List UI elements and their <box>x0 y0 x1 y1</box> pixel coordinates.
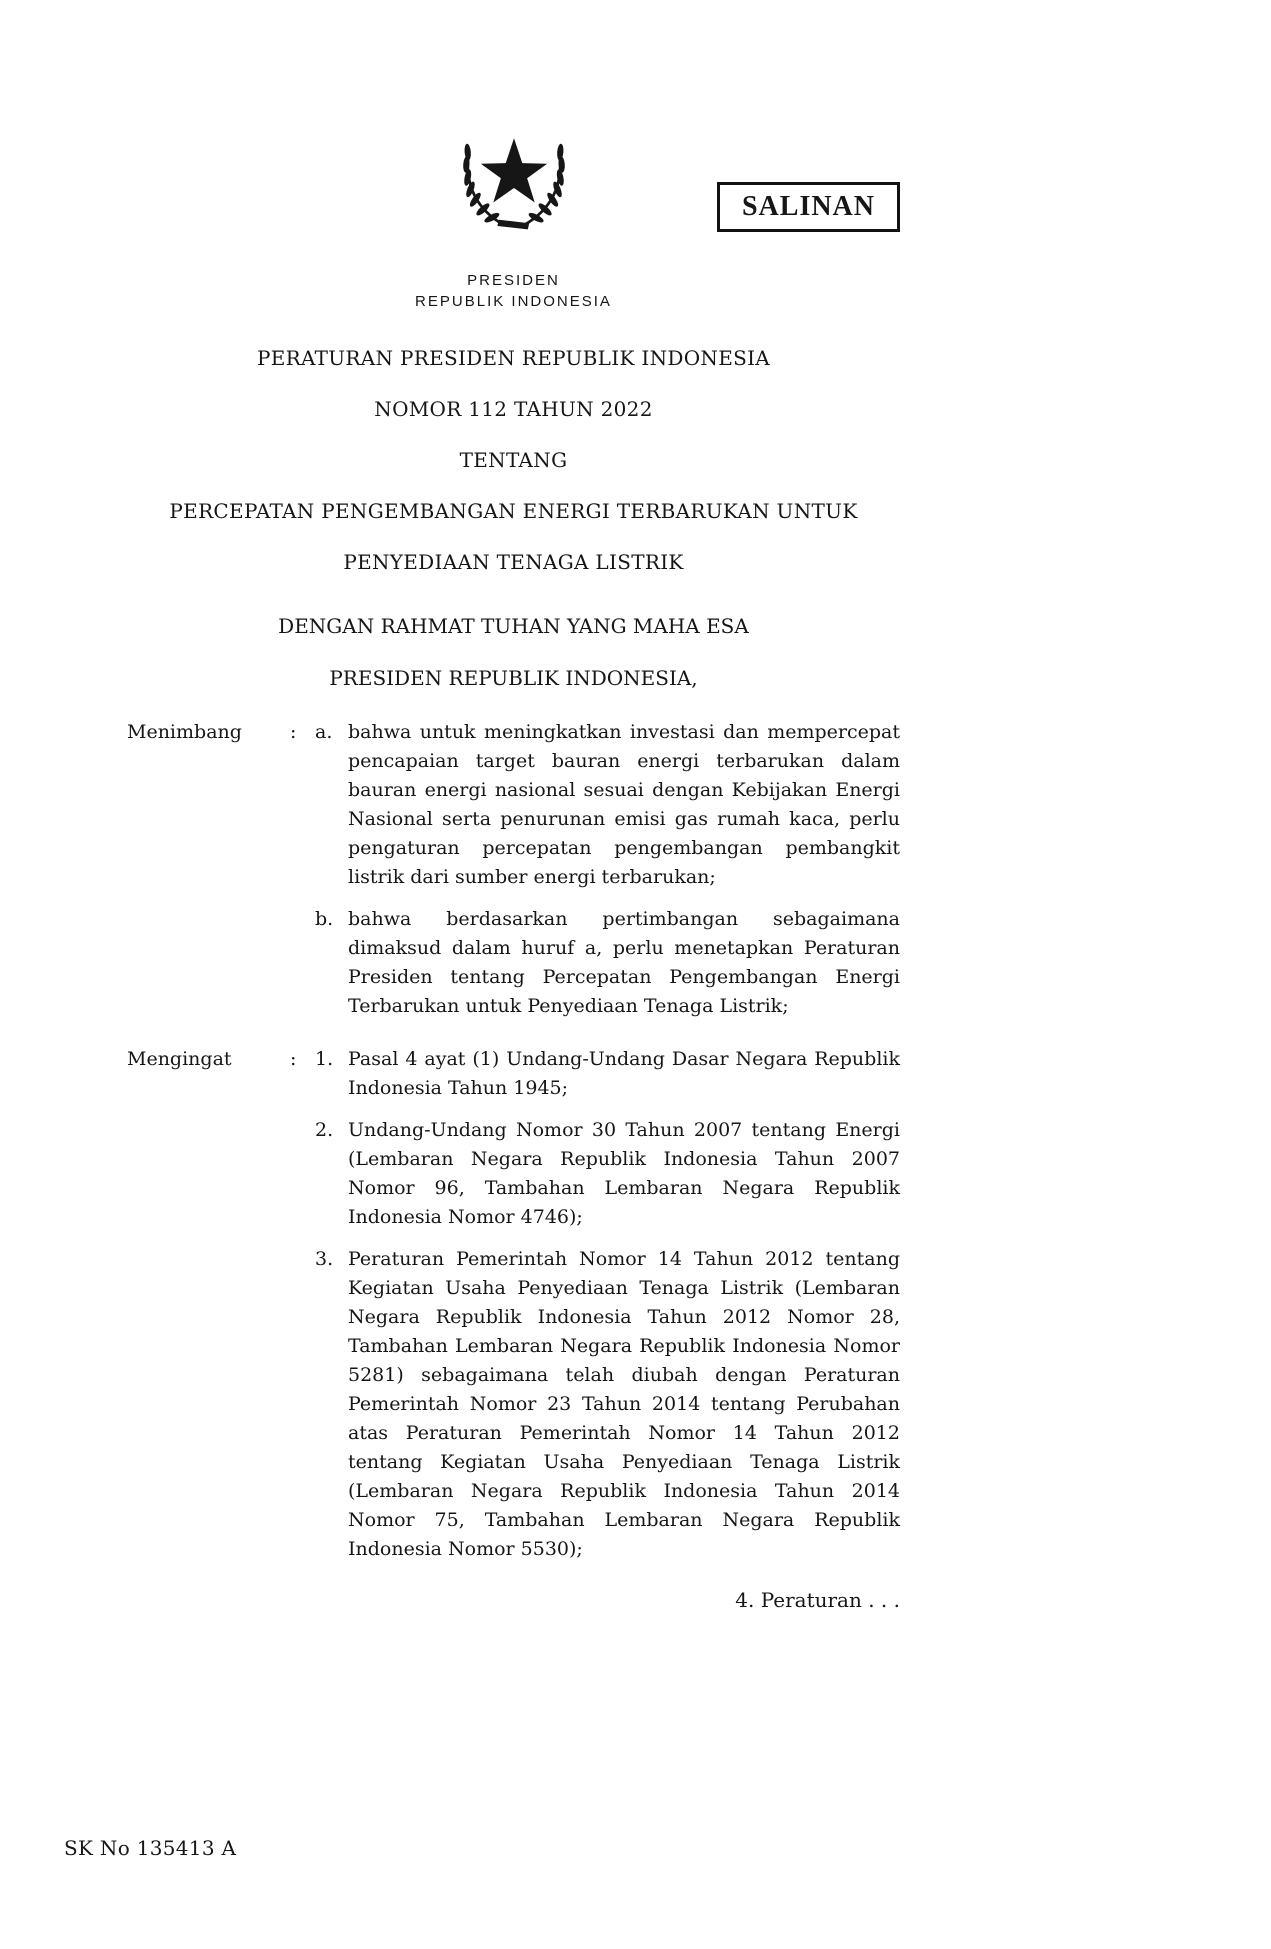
section-items <box>315 1045 900 1564</box>
document-content <box>127 100 900 1612</box>
item-text: Pasal 4 ayat (1) Undang-Undang Dasar Negara Republik Indonesia Tahun 1945; <box>348 1048 900 1099</box>
item-marker: b. <box>315 908 334 930</box>
item-marker: 2. <box>315 1119 334 1141</box>
section-colon: : <box>290 721 297 743</box>
list-item <box>315 1116 900 1232</box>
preamble-presiden: PRESIDEN REPUBLIK INDONESIA, <box>329 666 698 690</box>
salinan-stamp: SALINAN <box>717 182 900 232</box>
sk-number: SK No 135413 A <box>64 1836 237 1860</box>
presidential-seal <box>127 100 900 258</box>
section-label: Menimbang <box>127 721 242 743</box>
preamble-rahmat: DENGAN RAHMAT TUHAN YANG MAHA ESA <box>278 614 749 638</box>
star-icon <box>480 138 546 202</box>
item-text: Peraturan Pemerintah Nomor 14 Tahun 2012 tentang Kegiatan Usaha Penyediaan Tenaga Listrik (Lembaran Negara Republik Indonesia Tahun 2012 Nomor 28, Tambahan Lembaran Negara Republik Indonesia Nomor 5281) sebagaimana telah diubah dengan Peraturan Pemerintah Nomor 23 Tahun 2014 tentang Perubahan atas Peraturan Pemerintah Nomor 14 Tahun 2012 tentang Kegiatan Usaha Penyediaan Tenaga Listrik (Lembaran Negara Republik Indonesia Tahun 2014 Nomor 75, Tambahan Lembaran Negara Republik Indonesia Nomor 5530); <box>348 1248 900 1560</box>
preamble <box>127 614 900 690</box>
section-label: Mengingat <box>127 1048 232 1070</box>
letterhead <box>127 272 900 310</box>
item-marker: a. <box>315 721 333 743</box>
presidential-seal-icon <box>438 100 590 258</box>
item-marker: 1. <box>315 1048 334 1070</box>
title-line-peraturan: PERATURAN PRESIDEN REPUBLIK INDONESIA <box>256 346 771 370</box>
title-line-tentang: TENTANG <box>459 448 568 472</box>
list-item <box>315 1245 900 1564</box>
title-line-subject-2: PENYEDIAAN TENAGA LISTRIK <box>343 550 684 574</box>
section-menimbang <box>127 718 900 1021</box>
item-text: Undang-Undang Nomor 30 Tahun 2007 tentang Energi (Lembaran Negara Republik Indonesia Tahun 2007 Nomor 96, Tambahan Lembaran Negara Republik Indonesia Nomor 4746); <box>348 1119 900 1228</box>
title-line-subject-1: PERCEPATAN PENGEMBANGAN ENERGI TERBARUKAN UNTUK <box>169 499 858 523</box>
item-marker: 3. <box>315 1248 334 1270</box>
ribbon-icon <box>497 220 529 230</box>
list-item <box>315 1045 900 1103</box>
document-title <box>127 346 900 574</box>
body-sections <box>127 718 900 1564</box>
title-line-nomor: NOMOR 112 TAHUN 2022 <box>374 397 653 421</box>
list-item <box>315 905 900 1021</box>
item-text: bahwa berdasarkan pertimbangan sebagaimana dimaksud dalam huruf a, perlu menetapkan Peraturan Presiden tentang Percepatan Pengembangan Energi Terbarukan untuk Penyediaan Tenaga Listrik; <box>348 908 900 1017</box>
page-continuation-marker: 4. Peraturan . . . <box>735 1588 900 1612</box>
section-mengingat <box>127 1045 900 1564</box>
list-item <box>315 718 900 892</box>
letterhead-presiden: PRESIDEN <box>467 272 560 289</box>
section-colon: : <box>290 1048 297 1070</box>
section-items <box>315 718 900 1021</box>
item-text: bahwa untuk meningkatkan investasi dan mempercepat pencapaian target bauran energi terbarukan dalam bauran energi nasional sesuai dengan Kebijakan Energi Nasional serta penurunan emisi gas rumah kaca, perlu pengaturan percepatan pengembangan pembangkit listrik dari sumber energi terbarukan; <box>348 721 900 888</box>
letterhead-republik-indonesia: REPUBLIK INDONESIA <box>415 293 612 310</box>
